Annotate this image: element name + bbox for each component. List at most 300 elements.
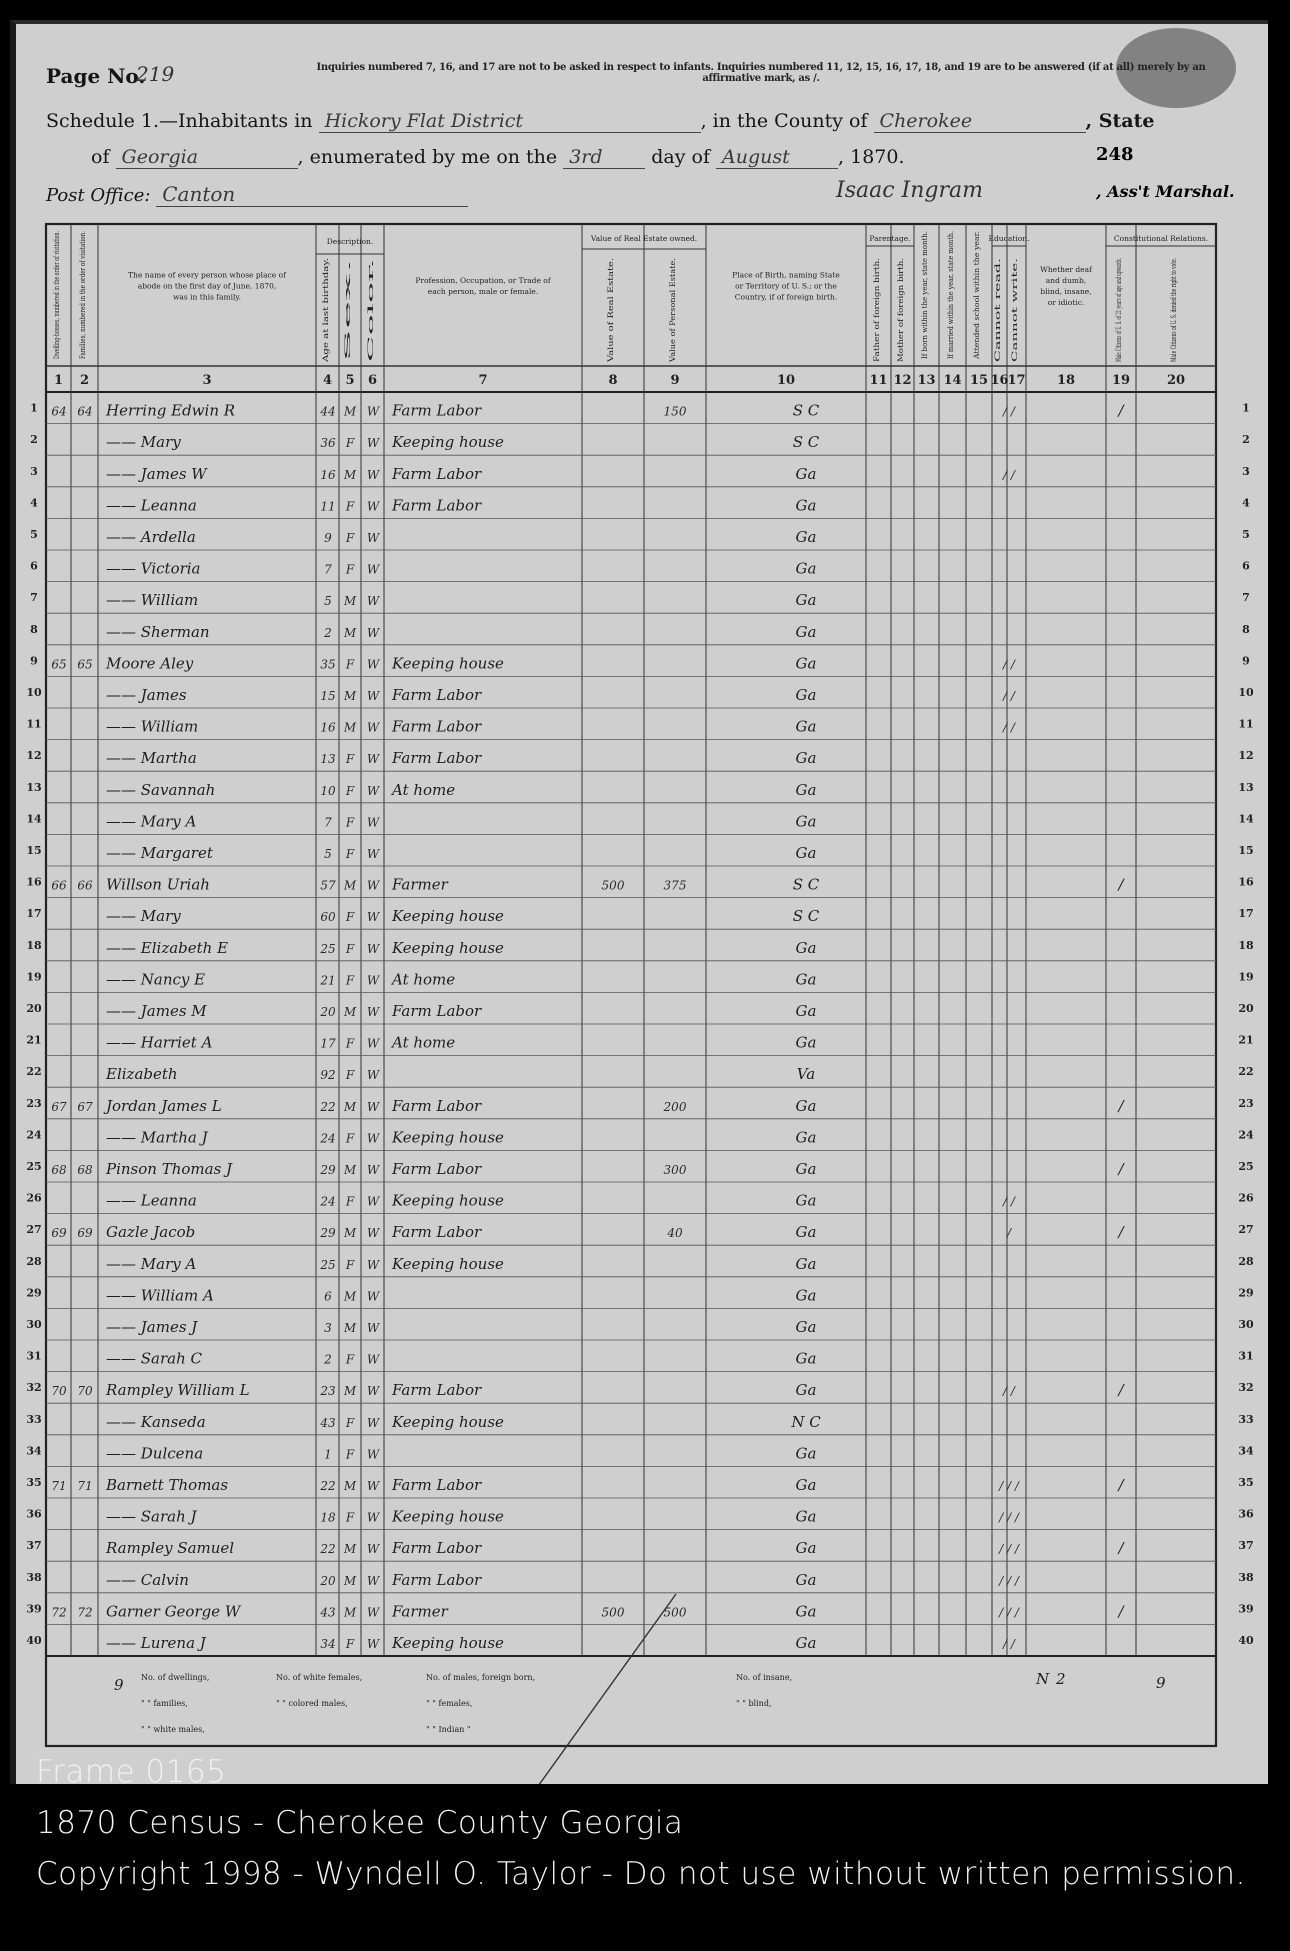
county-label: , in the County of [700, 110, 868, 132]
row-number-left: 38 [26, 1570, 42, 1584]
row-number-right: 34 [1238, 1444, 1254, 1458]
column-number: 11 [869, 373, 888, 388]
page-number: 219 [136, 62, 175, 86]
tally-mark: 2 [1056, 1670, 1066, 1688]
age: 6 [324, 1289, 332, 1304]
family-number: 68 [77, 1163, 93, 1177]
age: 34 [320, 1637, 336, 1651]
place-of-birth: S C [792, 401, 820, 420]
row-number-left: 18 [26, 938, 42, 952]
person-name: —— Elizabeth E [106, 938, 229, 957]
county-value: Cherokee [874, 110, 1086, 133]
person-name: —— William [106, 717, 199, 736]
person-name: —— Mary [106, 907, 181, 926]
column-number: 10 [776, 373, 796, 388]
family-number: 69 [77, 1226, 93, 1241]
age: 3 [324, 1321, 332, 1335]
row-number-right: 39 [1238, 1602, 1254, 1616]
personal-estate-value: 500 [663, 1605, 687, 1620]
row-number-left: 24 [26, 1128, 42, 1142]
occupation: Farm Labor [392, 1476, 482, 1494]
sex: M [343, 1321, 357, 1335]
row-number-right: 21 [1238, 1033, 1254, 1047]
occupation: Farm Labor [392, 1160, 482, 1178]
place-of-birth: Ga [795, 1318, 817, 1336]
person-name: —— Lurena J [106, 1634, 206, 1652]
column-header-c7: Profession, Occupation, or Trade of [415, 276, 551, 285]
column-header-c18: or idiotic. [1047, 298, 1085, 307]
sex: M [343, 878, 357, 893]
sex: F [345, 783, 355, 798]
column-header-c3: abode on the first day of June, 1870, [137, 281, 277, 291]
row-number-right: 27 [1238, 1223, 1254, 1237]
age: 10 [320, 783, 336, 798]
age: 16 [320, 720, 336, 735]
column-header-c2: Families, numbered in the order of visitation. [79, 197, 87, 359]
occupation: Farm Labor [392, 717, 482, 736]
person-name: Jordan James L [106, 1096, 222, 1115]
color: W [366, 436, 380, 451]
age: 24 [320, 1131, 336, 1146]
place-of-birth: Ga [795, 1539, 817, 1558]
footer-label: No. of insane, [736, 1673, 793, 1682]
year-value: , 1870. [838, 146, 905, 168]
color: W [366, 1321, 380, 1335]
occupation: At home [392, 970, 456, 989]
description-group-label: Description. [326, 237, 374, 246]
row-number-right: 13 [1238, 780, 1254, 794]
row-number-right: 6 [1242, 559, 1250, 573]
age: 25 [320, 1257, 336, 1272]
column-header-c3: The name of every person whose place of [128, 270, 286, 280]
color: W [366, 499, 380, 514]
footer-label: " " Indian " [426, 1725, 471, 1734]
place-of-birth: N C [791, 1412, 821, 1431]
family-number: 66 [77, 878, 93, 893]
place-of-birth: Ga [795, 938, 817, 957]
row-number-right: 7 [1242, 591, 1250, 605]
enumerated-label: , enumerated by me on the [297, 146, 558, 168]
sex: M [343, 1289, 357, 1304]
column-header-c8: Value of Real Estate. [607, 288, 615, 362]
color: W [366, 720, 380, 735]
occupation: Keeping house [392, 1507, 504, 1526]
person-name: —— Leanna [106, 1191, 197, 1210]
age: 22 [320, 1479, 336, 1493]
person-name: —— Martha [106, 749, 197, 768]
occupation: Keeping house [392, 1128, 504, 1147]
person-name: —— Victoria [106, 559, 201, 578]
color: W [366, 1605, 380, 1620]
occupation: Farm Labor [392, 749, 482, 768]
occupation: Keeping house [392, 1191, 504, 1210]
sex: F [345, 1068, 355, 1083]
row-number-right: 18 [1238, 938, 1254, 952]
column-header-c11: Father of foreign birth. [873, 280, 881, 362]
person-name: —— Dulcena [106, 1444, 204, 1463]
column-header-c12: Mother of foreign birth. [897, 277, 905, 362]
age: 29 [320, 1226, 336, 1241]
color: W [366, 1637, 380, 1651]
row-number-left: 4 [30, 496, 38, 510]
frame-caption: Frame 0165 [36, 1754, 227, 1790]
row-number-right: 9 [1242, 654, 1250, 668]
color: W [366, 1036, 380, 1051]
row-number-left: 37 [26, 1539, 42, 1553]
occupation: Keeping house [392, 1634, 504, 1652]
dwelling-number: 66 [51, 878, 67, 893]
person-name: Gazle Jacob [106, 1223, 196, 1242]
column-number: 13 [917, 373, 936, 388]
person-name: —— Mary A [106, 812, 197, 831]
place-of-birth: Ga [795, 1476, 817, 1494]
male-citizen-mark: / [1118, 875, 1124, 894]
occupation: Farmer [392, 875, 448, 894]
education-marks: / / [1003, 1384, 1015, 1399]
column-header-c7: each person, male or female. [427, 287, 539, 296]
footer-label: No. of males, foreign born, [426, 1673, 536, 1682]
color: W [366, 404, 380, 419]
age: 36 [320, 436, 336, 451]
person-name: —— Sarah C [106, 1349, 203, 1368]
real-estate-group-label: Value of Real Estate owned. [590, 234, 698, 243]
age: 57 [320, 878, 336, 893]
occupation: Farm Labor [392, 1002, 482, 1020]
column-header-c6: Color. [367, 341, 375, 362]
family-number: 64 [77, 404, 93, 419]
color: W [366, 1352, 380, 1367]
occupation: Keeping house [392, 654, 504, 673]
row-number-left: 32 [26, 1381, 42, 1395]
color: W [366, 1479, 380, 1493]
occupation: Keeping house [392, 938, 504, 957]
place-of-birth: Ga [795, 780, 817, 799]
sex: F [345, 1510, 355, 1525]
occupation: Farm Labor [392, 1223, 482, 1242]
real-estate-value: 500 [601, 878, 625, 893]
place-of-birth: Ga [795, 528, 817, 546]
column-number: 18 [1056, 373, 1076, 388]
person-name: —— Savannah [106, 780, 216, 799]
footer-label: " " white males, [141, 1725, 205, 1734]
row-number-left: 2 [30, 433, 38, 447]
dwelling-number: 71 [51, 1479, 67, 1493]
row-number-right: 40 [1238, 1634, 1254, 1647]
place-of-birth: Ga [795, 1096, 817, 1115]
age: 16 [320, 467, 336, 482]
place-of-birth: Ga [795, 1223, 817, 1242]
age: 15 [320, 689, 336, 703]
place-of-birth: Ga [795, 1570, 817, 1589]
census-sheet [10, 20, 1268, 1784]
row-number-left: 3 [30, 464, 38, 478]
age: 60 [320, 910, 336, 925]
row-number-right: 37 [1238, 1539, 1254, 1553]
person-name: —— James [106, 686, 187, 704]
education-group-label: Education. [988, 234, 1030, 243]
row-number-right: 15 [1238, 844, 1254, 857]
color: W [366, 1289, 380, 1304]
place-of-birth: Ga [795, 717, 817, 736]
sex: M [343, 467, 357, 482]
person-name: —— Calvin [106, 1570, 189, 1589]
sex: F [345, 499, 355, 514]
male-citizen-mark: / [1118, 1381, 1124, 1400]
row-number-right: 31 [1238, 1349, 1254, 1363]
row-number-left: 14 [26, 812, 42, 826]
column-header-c1: Dwelling-houses, numbered in the order of visitation. [53, 169, 61, 359]
row-number-right: 5 [1242, 528, 1250, 541]
row-number-left: 7 [30, 591, 38, 605]
occupation: Keeping house [392, 433, 504, 452]
person-name: —— William A [106, 1286, 214, 1305]
column-number: 5 [345, 373, 355, 388]
sheet-number: 248 [1096, 144, 1134, 165]
sex: M [343, 1099, 357, 1114]
column-header-c17: Cannot write. [1011, 313, 1019, 362]
color: W [366, 1510, 380, 1525]
row-number-right: 17 [1238, 907, 1254, 921]
person-name: —— Mary [106, 433, 181, 452]
place-of-birth: Ga [795, 1444, 817, 1463]
age: 7 [324, 562, 332, 577]
column-number: 1 [53, 373, 64, 388]
color: W [366, 689, 380, 703]
color: W [366, 941, 380, 956]
row-number-right: 11 [1238, 717, 1254, 731]
sex: M [343, 689, 357, 703]
family-number: 71 [77, 1479, 93, 1493]
occupation: Farm Labor [392, 496, 482, 515]
occupation: At home [392, 780, 456, 799]
dwelling-number: 68 [51, 1163, 67, 1177]
column-header-c4: Age at last birthday. [322, 290, 330, 362]
row-number-right: 3 [1242, 464, 1250, 478]
age: 20 [320, 1573, 336, 1588]
sex: M [343, 1384, 357, 1399]
column-number: 8 [608, 373, 618, 388]
footer-label: " " females, [426, 1699, 473, 1708]
sex: M [343, 1542, 357, 1557]
column-header-c10: Place of Birth, naming State [732, 270, 840, 280]
row-number-left: 39 [26, 1602, 42, 1616]
page-label: Page No. [46, 64, 146, 88]
person-name: Rampley William L [106, 1381, 250, 1400]
footer-label: No. of dwellings, [141, 1673, 210, 1682]
male-citizen-mark: / [1118, 1160, 1124, 1178]
row-number-left: 23 [26, 1096, 42, 1110]
education-marks: / / [1003, 467, 1015, 482]
male-citizen-mark: / [1118, 1476, 1124, 1494]
row-number-left: 11 [26, 717, 42, 731]
column-number: 19 [1111, 373, 1131, 388]
place-of-birth: Ga [795, 1254, 817, 1273]
person-name: —— William [106, 591, 199, 610]
column-number: 9 [670, 373, 680, 388]
family-number: 65 [77, 657, 93, 672]
dwellings-count: 9 [114, 1676, 124, 1694]
age: 44 [320, 404, 336, 419]
district-value: Hickory Flat District [319, 110, 701, 133]
row-number-left: 15 [26, 844, 42, 857]
row-number-left: 35 [26, 1476, 42, 1489]
row-number-left: 29 [26, 1286, 42, 1300]
personal-estate-value: 375 [663, 878, 687, 893]
color: W [366, 1163, 380, 1177]
column-number: 16 [990, 373, 1009, 388]
place-of-birth: Ga [795, 1634, 817, 1652]
place-of-birth: S C [792, 907, 820, 926]
column-header-c13: If born within the year, state month. [921, 230, 929, 359]
occupation: At home [392, 1033, 456, 1052]
person-name: Elizabeth [106, 1065, 178, 1084]
sex: F [345, 752, 355, 767]
dwelling-number: 72 [51, 1605, 67, 1620]
person-name: —— Mary A [106, 1254, 197, 1273]
row-number-right: 12 [1238, 749, 1254, 763]
occupation: Farm Labor [392, 686, 482, 704]
sex: F [345, 436, 355, 451]
state-value: Georgia [116, 146, 298, 169]
instructions-text: Inquiries numbered 7, 16, and 17 are not to be asked in respect to infants. Inquiries numbered 11, 12, 15, 16, 17, 18, and 19 are to be answered (if at all) merely by an affirmative mark, as /. [316, 62, 1206, 84]
color: W [366, 1131, 380, 1146]
column-header-c18: and dumb, [1045, 276, 1087, 285]
column-number: 2 [79, 373, 90, 388]
row-number-left: 10 [26, 686, 42, 699]
column-header-c15: Attended school within the year. [973, 244, 981, 359]
row-number-right: 32 [1238, 1381, 1254, 1395]
color: W [366, 1257, 380, 1272]
title-caption: 1870 Census - Cherokee County Georgia [36, 1805, 684, 1841]
constitutional-group-label: Constitutional Relations. [1113, 234, 1209, 243]
sex: F [345, 531, 355, 545]
age: 1 [324, 1447, 332, 1462]
copyright-caption: Copyright 1998 - Wyndell O. Taylor - Do not use without written permission. [36, 1856, 1246, 1892]
color: W [366, 973, 380, 988]
tally-mark: N [1036, 1670, 1050, 1688]
column-header-c3: was in this family. [173, 292, 241, 302]
place-of-birth: Ga [795, 559, 817, 578]
place-of-birth: Ga [795, 1191, 817, 1210]
sex: M [343, 404, 357, 419]
row-number-right: 36 [1238, 1507, 1254, 1521]
age: 11 [320, 499, 336, 514]
sex: F [345, 562, 355, 577]
occupation: Farm Labor [392, 1096, 482, 1115]
age: 7 [324, 815, 332, 830]
place-of-birth: Ga [795, 1128, 817, 1147]
row-number-left: 26 [26, 1191, 42, 1205]
age: 23 [320, 1384, 336, 1399]
education-marks: / / / [999, 1510, 1019, 1525]
occupation: Farm Labor [392, 464, 482, 483]
sex: M [343, 594, 357, 609]
footer-label: No. of white females, [276, 1673, 363, 1682]
family-number: 70 [77, 1384, 93, 1399]
row-number-left: 40 [26, 1634, 42, 1647]
color: W [366, 1099, 380, 1114]
education-marks: / / / [999, 1605, 1019, 1620]
sex: F [345, 941, 355, 956]
row-number-left: 6 [30, 559, 38, 573]
age: 20 [320, 1005, 336, 1019]
column-header-c16: Cannot read. [994, 315, 1002, 362]
row-number-right: 8 [1242, 622, 1250, 636]
row-number-right: 30 [1238, 1318, 1254, 1331]
row-number-right: 4 [1242, 496, 1250, 510]
sex: M [343, 720, 357, 735]
schedule-label: Schedule 1.—Inhabitants in [46, 110, 313, 132]
sex: F [345, 1194, 355, 1209]
color: W [366, 531, 380, 545]
row-number-right: 28 [1238, 1254, 1254, 1268]
place-of-birth: S C [792, 433, 820, 452]
row-number-left: 21 [26, 1033, 42, 1047]
dwelling-number: 67 [51, 1099, 67, 1114]
place-of-birth: S C [792, 875, 820, 894]
place-of-birth: Ga [795, 1160, 817, 1178]
education-marks: / / [1003, 1637, 1015, 1651]
sex: F [345, 1637, 355, 1651]
occupation: Farm Labor [392, 1539, 482, 1558]
row-number-left: 22 [26, 1065, 42, 1079]
sex: F [345, 1447, 355, 1462]
personal-estate-value: 300 [663, 1163, 687, 1177]
column-number: 7 [478, 373, 488, 388]
personal-estate-value: 200 [663, 1099, 687, 1114]
column-header-c19: Male Citizens of U. S. of 21 years of age and upwards. [1115, 169, 1123, 362]
post-office-value: Canton [156, 182, 468, 207]
color: W [366, 783, 380, 798]
person-name: Barnett Thomas [106, 1476, 229, 1494]
person-name: —— Sherman [106, 622, 210, 641]
row-number-left: 19 [26, 970, 42, 984]
age: 43 [320, 1415, 336, 1430]
color: W [366, 657, 380, 672]
place-of-birth: Ga [795, 686, 817, 704]
family-number: 67 [77, 1099, 93, 1114]
age: 29 [320, 1163, 336, 1177]
sex: F [345, 973, 355, 988]
place-of-birth: Ga [795, 844, 817, 862]
person-name: —— James W [106, 464, 207, 483]
sex: M [343, 1605, 357, 1620]
row-number-right: 35 [1238, 1476, 1254, 1489]
sex: M [343, 1163, 357, 1177]
column-header-c20: Male Citizens of U. S. denied the right to vote. [1170, 197, 1178, 362]
age: 5 [324, 847, 332, 861]
sex: F [345, 815, 355, 830]
row-number-left: 12 [26, 749, 42, 763]
occupation: Farmer [392, 1602, 448, 1621]
sex: M [343, 1226, 357, 1241]
education-marks: / [1006, 1226, 1012, 1241]
male-citizen-mark: / [1118, 401, 1124, 420]
column-number: 6 [367, 373, 378, 388]
person-name: —— Margaret [106, 844, 213, 862]
education-marks: / / [1003, 657, 1015, 672]
place-of-birth: Ga [795, 1286, 817, 1305]
marshal-signature: Isaac Ingram [836, 178, 983, 203]
age: 22 [320, 1099, 336, 1114]
real-estate-value: 500 [601, 1605, 625, 1620]
family-number: 72 [77, 1605, 93, 1620]
footer-label: " " families, [141, 1699, 188, 1708]
place-of-birth: Va [796, 1065, 816, 1084]
person-name: Willson Uriah [106, 875, 210, 894]
row-number-left: 34 [26, 1444, 42, 1458]
sex: F [345, 1036, 355, 1051]
